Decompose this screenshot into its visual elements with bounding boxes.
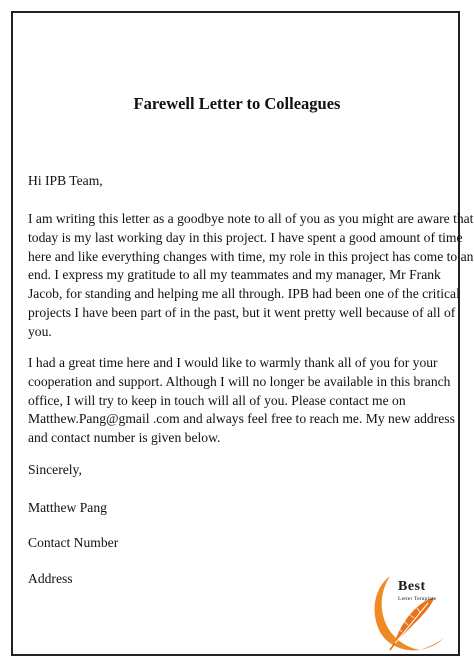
paragraph-thanks [28, 354, 458, 448]
paragraph-intro [28, 210, 474, 342]
paragraph-line: and contact number is given below. [28, 430, 221, 446]
signature-name: Matthew Pang [28, 500, 107, 515]
closing: Sincerely, [28, 462, 82, 477]
page-title: Farewell Letter to Colleagues [133, 94, 341, 113]
paragraph-line: today is my last working day in this project. I have spent a good amount of time [28, 229, 463, 245]
greeting: Hi IPB Team, [28, 173, 103, 188]
paragraph-line: office, I will try to keep in touch will all of you. Please contact me on [28, 392, 406, 408]
paragraph-line: projects I have been part of in the past, but it went pretty well because of all of [28, 304, 456, 320]
logo-swoosh-tail [420, 638, 444, 650]
paragraph-line: Matthew.Pang@gmail .com and always feel free to reach me. My new address [28, 411, 455, 427]
paragraph-line: end. I express my gratitude to all my teammates and my manager, Mr Frank [28, 267, 441, 283]
paragraph-line: you. [28, 323, 52, 339]
paragraph-line: here and like everything changes with time, my role in this project has come to an [28, 248, 474, 264]
logo-word: Best [398, 579, 426, 594]
best-letter-template-logo [368, 570, 460, 656]
logo-subtitle: Letter Template [398, 596, 437, 602]
paragraph-line: I had a great time here and I would like to warmly thank all of you for your [28, 355, 438, 370]
paragraph-line: Jacob, for standing and helping me all through. IPB had been one of the critical [28, 286, 460, 302]
paragraph-line: I am writing this letter as a goodbye note to all of you as you might are aware that [28, 211, 474, 226]
address-label: Address [28, 571, 73, 586]
paragraph-line: cooperation and support. Although I will no longer be available in this branch [28, 373, 451, 389]
contact-number-label: Contact Number [28, 535, 119, 550]
